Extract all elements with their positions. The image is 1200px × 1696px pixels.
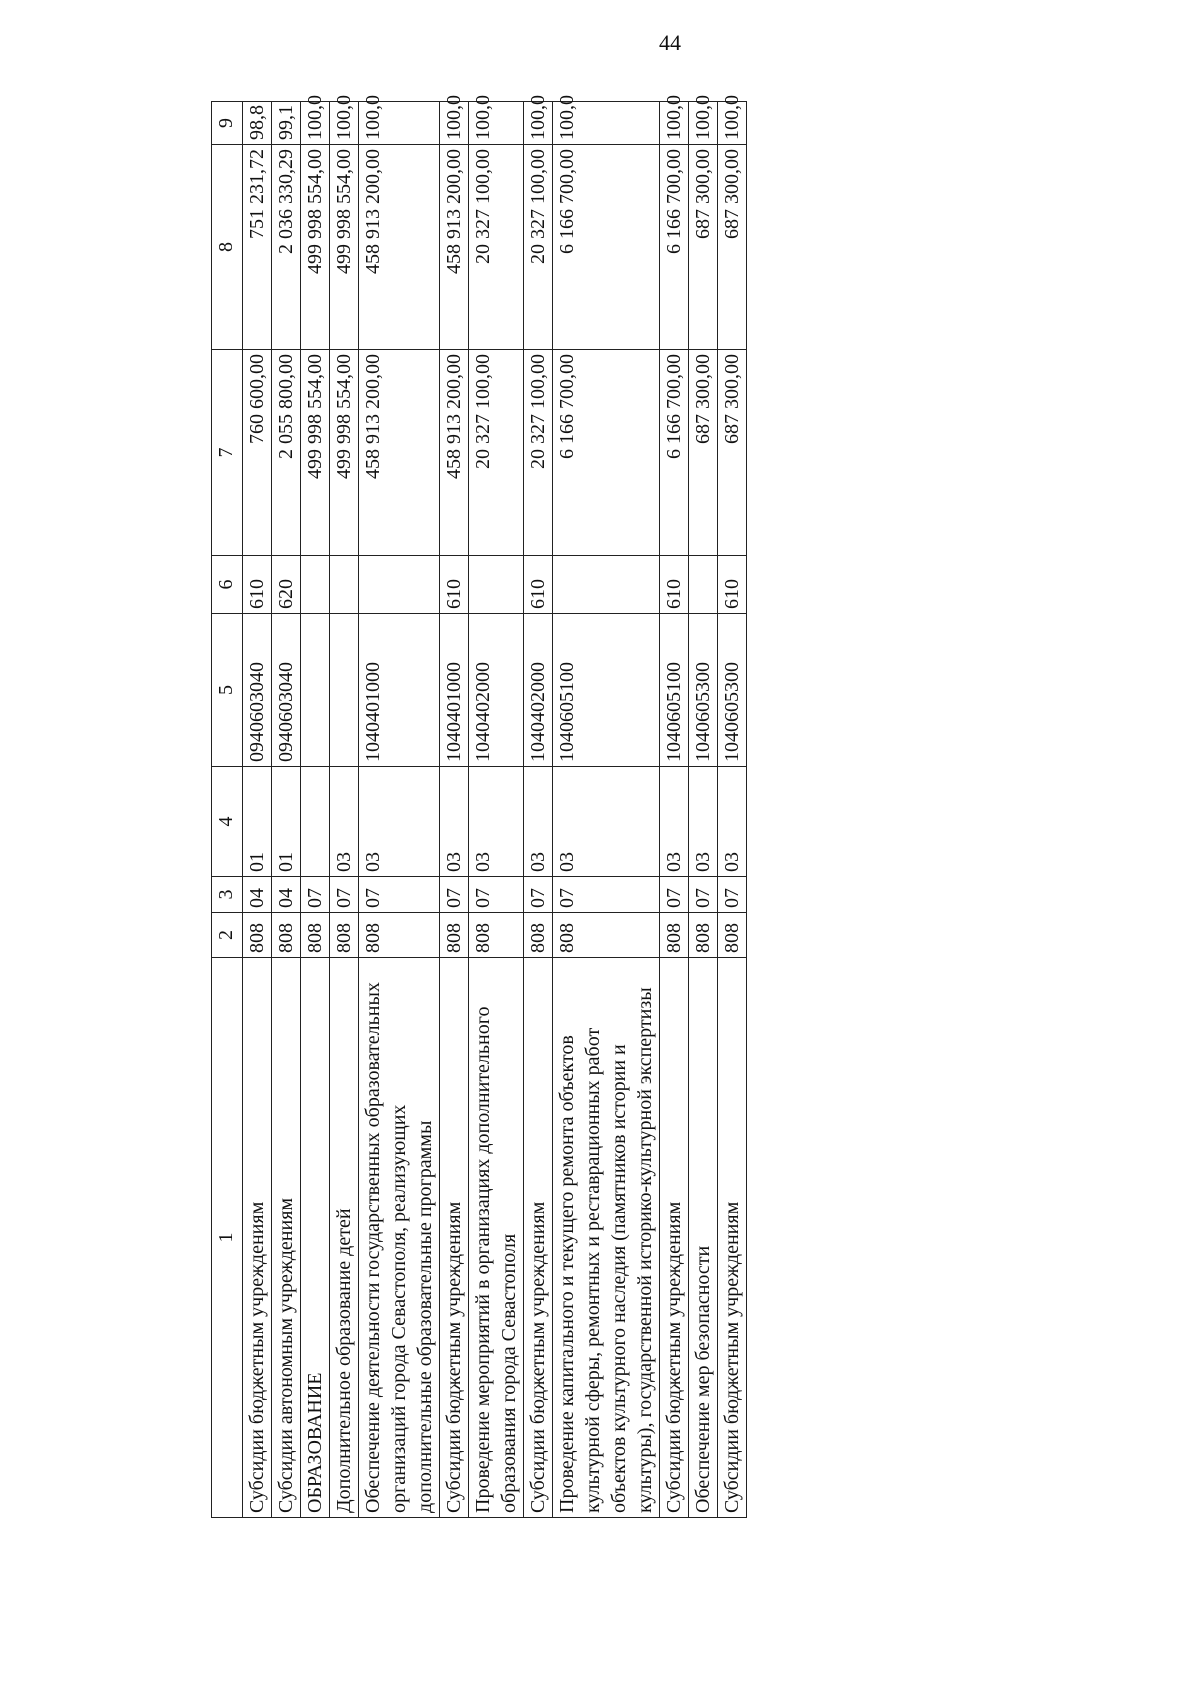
cell-vr: 620	[272, 556, 301, 614]
cell-percent: 98,8	[243, 102, 272, 145]
cell-percent: 100,0	[301, 102, 330, 145]
cell-fact: 499 998 554,00	[330, 145, 359, 350]
cell-gr: 808	[330, 913, 359, 958]
cell-vr	[553, 556, 660, 614]
cell-gr: 808	[272, 913, 301, 958]
cell-name: Субсидии бюджетным учреждениям	[718, 958, 747, 1518]
cell-rz: 07	[330, 877, 359, 913]
table-body	[243, 95, 747, 1518]
cell-rz: 07	[689, 877, 718, 913]
cell-vr: 610	[718, 556, 747, 614]
cell-rz: 07	[660, 877, 689, 913]
cell-fact: 6 166 700,00	[660, 145, 689, 350]
cell-pr: 01	[243, 767, 272, 877]
cell-percent: 100,0	[524, 102, 553, 145]
cell-fact: 2 036 330,29	[272, 145, 301, 350]
cell-csr: 1040605300	[718, 614, 747, 767]
cell-pr: 03	[718, 767, 747, 877]
cell-vr	[330, 556, 359, 614]
cell-csr	[330, 614, 359, 767]
cell-fact: 458 913 200,00	[440, 145, 469, 350]
cell-name: Проведение капитального и текущего ремонта объектов культурной сферы, ремонтных и реставрационных работ объектов культурного наследия (памятников истории и культуры), государственной историко-культурной экспертизы	[553, 958, 660, 1518]
cell-fact: 20 327 100,00	[469, 145, 524, 350]
cell-vr: 610	[524, 556, 553, 614]
cell-gr: 808	[660, 913, 689, 958]
cell-plan: 458 913 200,00	[359, 350, 440, 556]
cell-pr: 01	[272, 767, 301, 877]
column-header-3: 3	[212, 877, 243, 913]
table-row	[660, 102, 689, 1518]
cell-gr: 808	[718, 913, 747, 958]
cell-vr	[359, 556, 440, 614]
cell-percent: 100,0	[469, 102, 524, 145]
cell-rz: 07	[718, 877, 747, 913]
cell-name: Проведение мероприятий в организациях дополнительного образования города Севастополя	[469, 958, 524, 1518]
table-row	[469, 102, 524, 1518]
table-row	[553, 102, 660, 1518]
cell-rz: 04	[243, 877, 272, 913]
cell-percent: 100,0	[359, 102, 440, 145]
cell-gr: 808	[553, 913, 660, 958]
cell-csr: 1040401000	[359, 614, 440, 767]
cell-vr	[469, 556, 524, 614]
page-number: 44	[659, 30, 681, 55]
cell-name: Дополнительное образование детей	[330, 958, 359, 1518]
cell-percent: 100,0	[440, 102, 469, 145]
cell-percent: 100,0	[660, 102, 689, 145]
cell-vr: 610	[243, 556, 272, 614]
cell-fact: 20 327 100,00	[524, 145, 553, 350]
cell-name: Обеспечение мер безопасности	[689, 958, 718, 1518]
table-row	[359, 102, 440, 1518]
cell-name: Субсидии бюджетным учреждениям	[660, 958, 689, 1518]
cell-plan: 499 998 554,00	[301, 350, 330, 556]
cell-csr: 1040402000	[469, 614, 524, 767]
cell-gr: 808	[469, 913, 524, 958]
cell-plan: 20 327 100,00	[524, 350, 553, 556]
cell-rz: 07	[440, 877, 469, 913]
cell-csr: 1040402000	[524, 614, 553, 767]
rotated-table-container	[211, 95, 964, 1518]
table-row	[440, 102, 469, 1518]
cell-pr: 03	[660, 767, 689, 877]
cell-fact: 458 913 200,00	[359, 145, 440, 350]
cell-rz: 07	[553, 877, 660, 913]
cell-fact: 687 300,00	[689, 145, 718, 350]
cell-percent: 100,0	[689, 102, 718, 145]
cell-csr: 1040605100	[660, 614, 689, 767]
cell-csr	[301, 614, 330, 767]
cell-pr: 03	[689, 767, 718, 877]
cell-csr: 0940603040	[272, 614, 301, 767]
column-header-9: 9	[212, 102, 243, 145]
cell-gr: 808	[301, 913, 330, 958]
cell-gr: 808	[440, 913, 469, 958]
cell-pr: 03	[359, 767, 440, 877]
table-row	[301, 102, 330, 1518]
cell-pr: 03	[524, 767, 553, 877]
cell-csr: 1040401000	[440, 614, 469, 767]
table-row	[524, 102, 553, 1518]
column-header-8: 8	[212, 145, 243, 350]
column-header-6: 6	[212, 556, 243, 614]
cell-pr: 03	[440, 767, 469, 877]
cell-csr: 1040605300	[689, 614, 718, 767]
cell-plan: 6 166 700,00	[660, 350, 689, 556]
table-row	[243, 102, 272, 1518]
cell-plan: 760 600,00	[243, 350, 272, 556]
cell-rz: 04	[272, 877, 301, 913]
cell-rz: 07	[524, 877, 553, 913]
table-row	[718, 102, 747, 1518]
cell-name: Субсидии бюджетным учреждениям	[243, 958, 272, 1518]
cell-plan: 499 998 554,00	[330, 350, 359, 556]
budget-table	[211, 95, 747, 1518]
cell-plan: 687 300,00	[718, 350, 747, 556]
cell-name: Субсидии автономным учреждениям	[272, 958, 301, 1518]
table-row	[689, 102, 718, 1518]
cell-pr	[301, 767, 330, 877]
cell-gr: 808	[689, 913, 718, 958]
table-header-row	[212, 102, 243, 1518]
cell-csr: 0940603040	[243, 614, 272, 767]
cell-percent: 100,0	[330, 102, 359, 145]
column-header-2: 2	[212, 913, 243, 958]
cell-percent: 100,0	[718, 102, 747, 145]
cell-percent: 100,0	[553, 102, 660, 145]
column-header-1: 1	[212, 958, 243, 1518]
cell-vr	[689, 556, 718, 614]
cell-vr: 610	[660, 556, 689, 614]
cell-name: Обеспечение деятельности государственных образовательных организаций города Севастополя, реализующих дополнительные образовательные программы	[359, 958, 440, 1518]
cell-name: ОБРАЗОВАНИЕ	[301, 958, 330, 1518]
cell-pr: 03	[553, 767, 660, 877]
cell-plan: 2 055 800,00	[272, 350, 301, 556]
column-header-7: 7	[212, 350, 243, 556]
cell-rz: 07	[359, 877, 440, 913]
cell-vr	[301, 556, 330, 614]
cell-percent: 99,1	[272, 102, 301, 145]
cell-rz: 07	[469, 877, 524, 913]
table-row	[272, 102, 301, 1518]
cell-fact: 687 300,00	[718, 145, 747, 350]
cell-vr: 610	[440, 556, 469, 614]
cell-plan: 458 913 200,00	[440, 350, 469, 556]
cell-fact: 751 231,72	[243, 145, 272, 350]
cell-pr: 03	[330, 767, 359, 877]
cell-name: Субсидии бюджетным учреждениям	[524, 958, 553, 1518]
cell-csr: 1040605100	[553, 614, 660, 767]
column-header-5: 5	[212, 614, 243, 767]
cell-gr: 808	[359, 913, 440, 958]
cell-fact: 6 166 700,00	[553, 145, 660, 350]
cell-fact: 499 998 554,00	[301, 145, 330, 350]
table-row	[330, 102, 359, 1518]
cell-name: Субсидии бюджетным учреждениям	[440, 958, 469, 1518]
cell-gr: 808	[243, 913, 272, 958]
cell-gr: 808	[524, 913, 553, 958]
cell-rz: 07	[301, 877, 330, 913]
column-header-4: 4	[212, 767, 243, 877]
cell-pr: 03	[469, 767, 524, 877]
cell-plan: 6 166 700,00	[553, 350, 660, 556]
cell-plan: 687 300,00	[689, 350, 718, 556]
cell-plan: 20 327 100,00	[469, 350, 524, 556]
